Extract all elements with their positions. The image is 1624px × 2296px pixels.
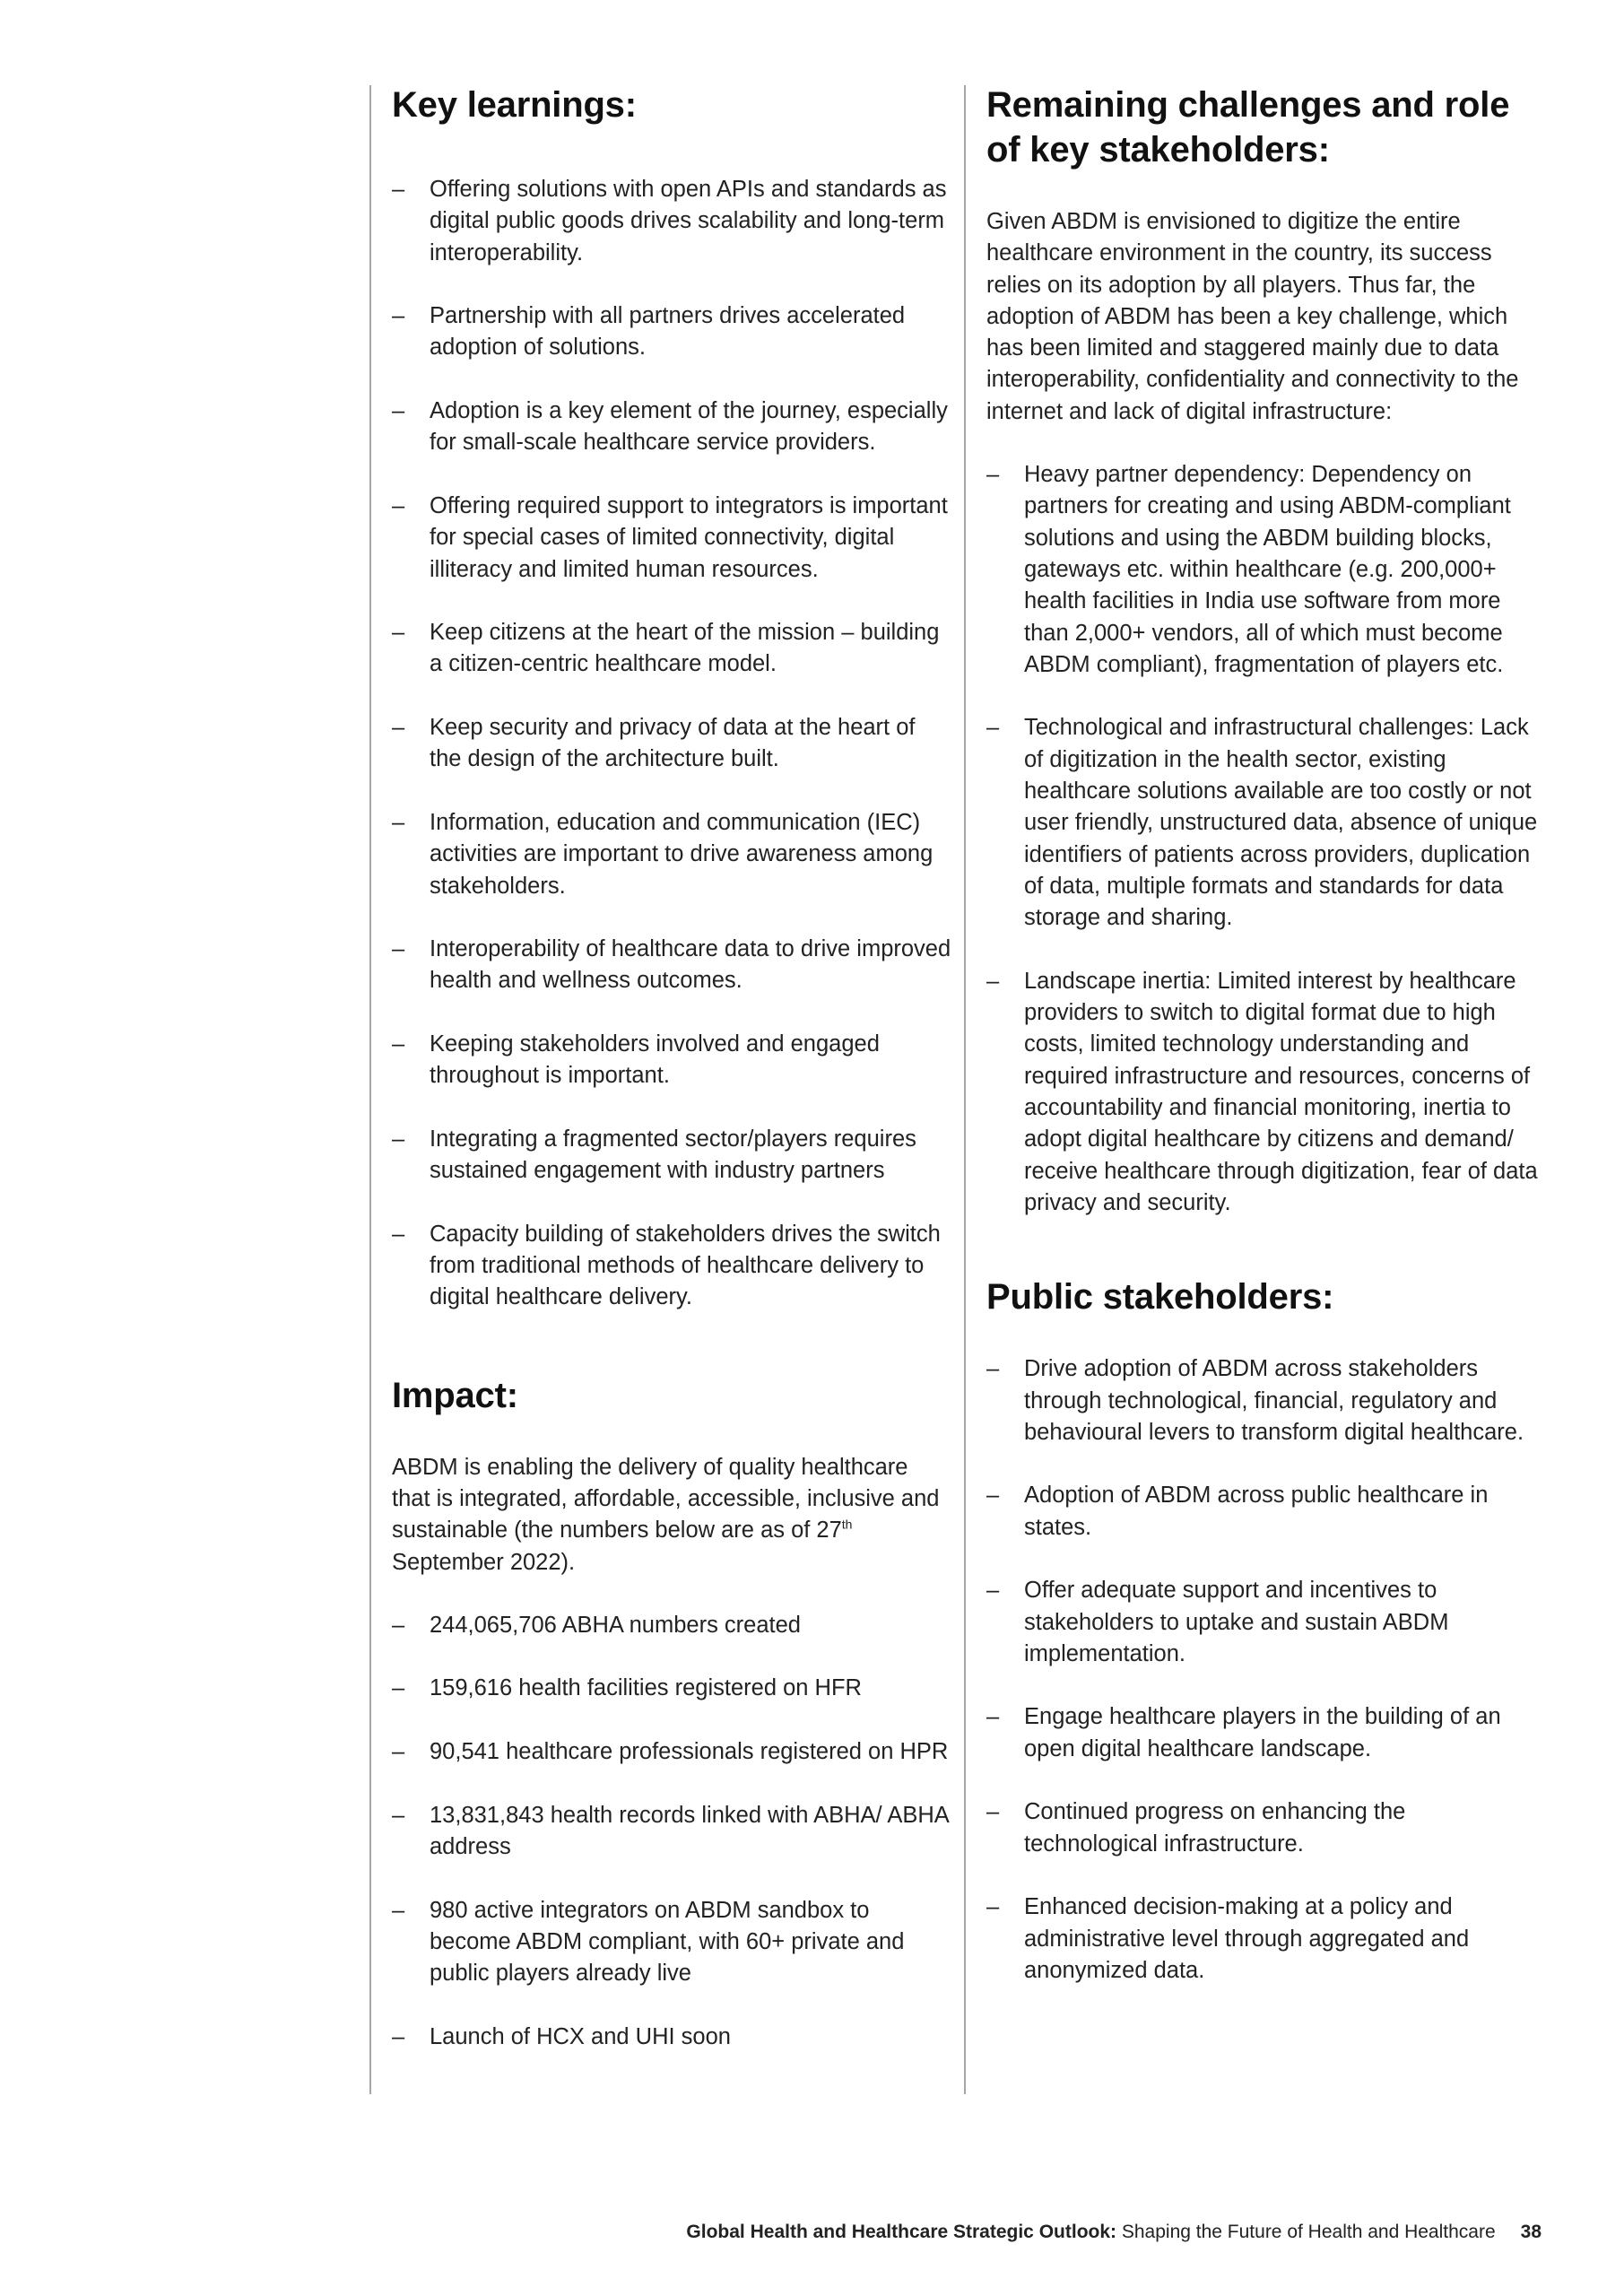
list-item: – Continued progress on enhancing the technological infrastructure. — [986, 1796, 1540, 1860]
page-footer — [686, 2221, 1541, 2244]
list-item: – Enhanced decision-making at a policy and administrative level through aggregated and anonymized data. — [986, 1892, 1540, 1987]
list-item: – 980 active integrators on ABDM sandbox to become ABDM compliant, with 60+ private and public players already live — [392, 1895, 952, 1990]
list-item: – Launch of HCX and UHI soon — [392, 2022, 952, 2053]
bullet-dash: – — [392, 715, 405, 741]
list-item: – Keep citizens at the heart of the mission – building a citizen-centric healthcare model. — [392, 617, 952, 681]
impact-list — [392, 1610, 952, 2053]
impact-section — [371, 1373, 952, 2053]
list-item: – Partnership with all partners drives accelerated adoption of solutions. — [392, 300, 952, 364]
challenges-list — [986, 459, 1540, 1219]
bullet-dash: – — [392, 2023, 405, 2049]
list-item: – 244,065,706 ABHA numbers created — [392, 1610, 952, 1641]
impact-heading: Impact: — [392, 1375, 518, 1415]
bullet-dash: – — [986, 968, 1000, 994]
bullet-dash: – — [392, 1675, 405, 1701]
list-item: – Keep security and privacy of data at the heart of the design of the architecture built. — [392, 712, 952, 776]
bullet-dash: – — [392, 1802, 405, 1828]
bullet-dash: – — [986, 1483, 1000, 1509]
bullet-dash: – — [392, 1221, 405, 1247]
bullet-dash: – — [392, 1612, 405, 1638]
list-item: – Landscape inertia: Limited interest by healthcare providers to switch to digital format due to high costs, limited technology understanding and required infrastructure and resources, concerns of accountability and financial monitoring, inertia to adopt digital healthcare by citizens and demand/ receive healthcare through digitization, fear of data privacy and security. — [986, 966, 1540, 1219]
list-item: – Technological and infrastructural challenges: Lack of digitization in the health sector, existing healthcare solutions available are too costly or not user friendly, unstructured data, absence of unique identifiers of patients across providers, duplication of data, multiple formats and standards for data storage and sharing. — [986, 712, 1540, 934]
bullet-dash: – — [392, 936, 405, 962]
bullet-dash: – — [392, 177, 405, 202]
list-item: – Adoption is a key element of the journey, especially for small-scale healthcare service providers. — [392, 396, 952, 459]
list-item: – Drive adoption of ABDM across stakeholders through technological, financial, regulatory and behavioural levers to transform digital healthcare. — [986, 1353, 1540, 1448]
bullet-dash: – — [986, 1799, 1000, 1825]
bullet-dash: – — [986, 462, 1000, 488]
bullet-dash: – — [986, 715, 1000, 741]
bullet-dash: – — [986, 1894, 1000, 1920]
bullet-dash: – — [392, 1739, 405, 1765]
right-column — [964, 85, 1540, 2094]
bullet-dash: – — [392, 492, 405, 518]
bullet-dash: – — [986, 1704, 1000, 1730]
bullet-dash: – — [392, 809, 405, 835]
bullet-dash: – — [392, 620, 405, 646]
bullet-dash: – — [986, 1356, 1000, 1382]
public-stakeholders-section — [966, 1274, 1540, 1987]
challenges-intro: Given ABDM is envisioned to digitize the entire healthcare environment in the country, its success relies on its adoption by all players. Thus far, the adoption of ABDM has been a key challenge, which has been limited and staggered mainly due to data interoperability, confidentiality and connectivity to the internet and lack of digital infrastructure: — [986, 209, 1519, 424]
list-item: – Offering solutions with open APIs and standards as digital public goods drives scalability and long-term interoperability. — [392, 174, 952, 269]
bullet-dash: – — [392, 398, 405, 424]
list-item: – Keeping stakeholders involved and engaged throughout is important. — [392, 1029, 952, 1092]
list-item: – Capacity building of stakeholders drives the switch from traditional methods of healthcare delivery to digital healthcare delivery. — [392, 1219, 952, 1314]
list-item: – Interoperability of healthcare data to drive improved health and wellness outcomes. — [392, 934, 952, 997]
bullet-dash: – — [392, 1126, 405, 1152]
key-learnings-section — [371, 83, 952, 1314]
list-item: – Information, education and communication (IEC) activities are important to drive awareness among stakeholders. — [392, 807, 952, 902]
list-item: – 159,616 health facilities registered on HFR — [392, 1673, 952, 1704]
list-item: – 13,831,843 health records linked with ABHA/ ABHA address — [392, 1800, 952, 1864]
public-stakeholders-list — [986, 1353, 1540, 1987]
list-item: – 90,541 healthcare professionals registered on HPR — [392, 1736, 952, 1768]
footer-title-rest: Shaping the Future of Health and Healthcare — [1116, 2222, 1496, 2242]
list-item: – Offering required support to integrators is important for special cases of limited connectivity, digital illiteracy and limited human resources. — [392, 491, 952, 586]
impact-intro: ABDM is enabling the delivery of quality healthcare that is integrated, affordable, accessible, inclusive and sustainable (the numbers below are as of 27th September 2022). — [392, 1454, 940, 1575]
list-item: – Offer adequate support and incentives to stakeholders to uptake and sustain ABDM implementation. — [986, 1575, 1540, 1670]
page-number: 38 — [1520, 2222, 1541, 2242]
list-item: – Adoption of ABDM across public healthcare in states. — [986, 1480, 1540, 1544]
bullet-dash: – — [392, 1031, 405, 1057]
left-column — [369, 85, 952, 2094]
key-learnings-list — [392, 174, 952, 1314]
bullet-dash: – — [392, 1897, 405, 1923]
list-item: – Integrating a fragmented sector/players requires sustained engagement with industry partners — [392, 1124, 952, 1187]
list-item: – Heavy partner dependency: Dependency on partners for creating and using ABDM-compliant solutions and using the ABDM building blocks, gateways etc. within healthcare (e.g. 200,000+ health facilities in India use software from more than 2,000+ vendors, all of which must become ABDM compliant), fragmentation of players etc. — [986, 459, 1540, 681]
key-learnings-heading: Key learnings: — [392, 85, 637, 125]
challenges-heading: Remaining challenges and role of key stakeholders: — [986, 85, 1510, 170]
challenges-section — [966, 83, 1540, 1219]
footer-title-bold: Global Health and Healthcare Strategic Outlook: — [686, 2222, 1117, 2242]
bullet-dash: – — [392, 303, 405, 329]
bullet-dash: – — [986, 1578, 1000, 1604]
list-item: – Engage healthcare players in the building of an open digital healthcare landscape. — [986, 1701, 1540, 1765]
public-stakeholders-heading: Public stakeholders: — [986, 1277, 1334, 1318]
